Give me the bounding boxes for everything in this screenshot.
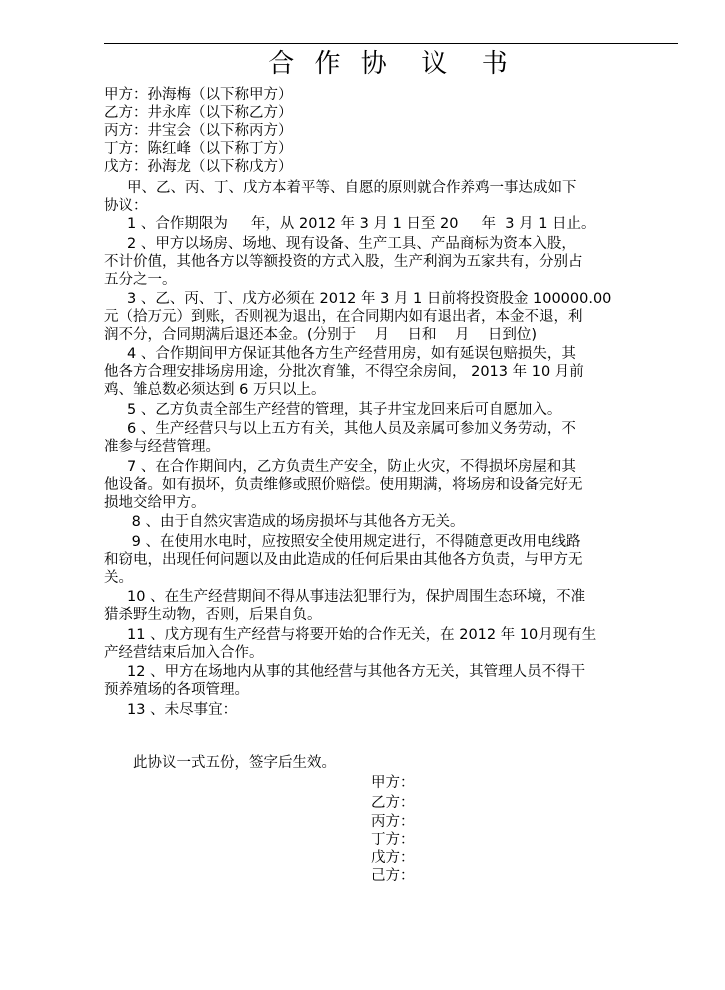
body-line: 3 、乙、丙、丁、戊方必须在 2012 年 3 月 1 日前将投资股金 100000.00	[104, 291, 612, 307]
signature-line: 丁方：	[371, 832, 415, 848]
body-line: 13 、未尽事宜：	[104, 702, 238, 718]
signature-line: 戊方：	[371, 850, 415, 866]
body-line: 准参与经营管理。	[104, 439, 220, 455]
signature-line: 丙方：	[371, 814, 415, 830]
body-line: 甲、乙、丙、丁、戊方本着平等、自愿的原则就合作养鸡一事达成如下	[104, 180, 577, 196]
body-line: 4 、合作期间甲方保证其他各方生产经营用房，如有延误包赔损失，其	[104, 346, 576, 362]
party-line: 戊方：孙海龙（以下称戊方）	[104, 159, 293, 175]
party-line: 甲方：孙海梅（以下称甲方）	[104, 87, 293, 103]
body-line: 8 、由于自然灾害造成的场房损坏与其他各方无关。	[104, 514, 465, 530]
signature-line: 甲方：	[371, 775, 415, 791]
body-line: 损地交给甲方。	[104, 495, 206, 511]
body-line: 9 、在使用水电时，应按照安全使用规定进行，不得随意更改用电线路	[104, 534, 581, 550]
closing-statement: 此协议一式五份，签字后生效。	[133, 755, 336, 771]
body-line: 5 、乙方负责全部生产经营的管理，其子井宝龙回来后可自愿加入。	[104, 402, 562, 418]
signature-line: 己方：	[371, 868, 415, 884]
header-rule	[104, 43, 678, 44]
body-line: 2 、甲方以场房、场地、现有设备、生产工具、产品商标为资本入股，	[104, 236, 576, 252]
body-line: 五分之一。	[104, 272, 177, 288]
body-line: 11 、戊方现有生产经营与将要开始的合作无关，在 2012 年 10月现有生	[104, 627, 597, 643]
body-line: 润不分，合同期满后退还本金。(分别于 月 日和 月 日到位)	[104, 327, 538, 343]
party-line: 丙方：井宝会（以下称丙方）	[104, 123, 293, 139]
document-title: 合 作 协 议 书	[268, 49, 514, 79]
body-line: 他设备。如有损坏，负责维修或照价赔偿。使用期满，将场房和设备完好无	[104, 477, 583, 493]
body-line: 7 、在合作期间内，乙方负责生产安全，防止火灾，不得损坏房屋和其	[104, 459, 576, 475]
body-line: 产经营结束后加入合作。	[104, 645, 264, 661]
signature-line: 乙方：	[371, 795, 415, 811]
body-line: 他各方合理安排场房用途，分批次育雏，不得空余房间， 2013 年 10 月前	[104, 364, 584, 380]
body-line: 1 、合作期限为 年，从 2012 年 3 月 1 日至 20 年 3 月 1 日止。	[104, 216, 596, 232]
body-line: 关。	[104, 570, 133, 586]
body-line: 元（拾万元）到账，否则视为退出，在合同期内如有退出者，本金不退，利	[104, 309, 583, 325]
body-line: 10 、在生产经营期间不得从事违法犯罪行为，保护周围生态环境，不准	[104, 589, 586, 605]
body-line: 鸡、雏总数必须达到 6 万只以上。	[104, 382, 326, 398]
party-line: 丁方：陈红峰（以下称丁方）	[104, 141, 293, 157]
body-line: 猎杀野生动物，否则，后果自负。	[104, 607, 322, 623]
body-line: 6 、生产经营只与以上五方有关，其他人员及亲属可参加义务劳动，不	[104, 421, 576, 437]
body-line: 预养殖场的各项管理。	[104, 682, 249, 698]
body-line: 和窃电，出现任何问题以及由此造成的任何后果由其他各方负责，与甲方无	[104, 552, 583, 568]
body-line: 12 、甲方在场地内从事的其他经营与其他各方无关，其管理人员不得干	[104, 664, 586, 680]
body-line: 协议：	[104, 198, 148, 214]
party-line: 乙方：井永库（以下称乙方）	[104, 105, 293, 121]
body-line: 不计价值，其他各方以等额投资的方式入股，生产利润为五家共有，分别占	[104, 254, 583, 270]
